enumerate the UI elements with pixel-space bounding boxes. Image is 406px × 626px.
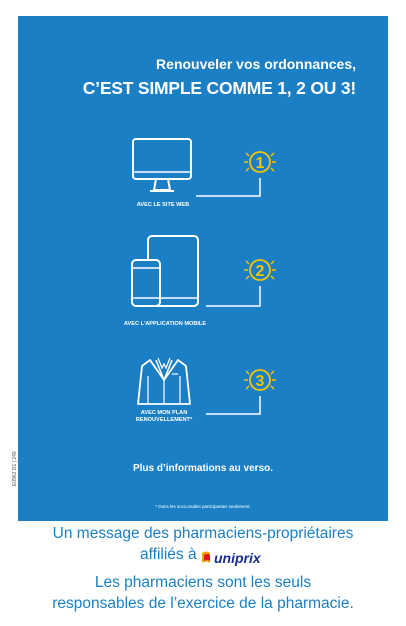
option-2-caption <box>110 321 220 328</box>
badge-3 <box>240 364 280 396</box>
connector-2 <box>204 284 264 308</box>
poster <box>12 16 388 521</box>
mobile-tablet-icon <box>130 234 202 310</box>
message-line1: Un message des pharmaciens-propriétaires <box>52 525 354 542</box>
badge-1 <box>240 146 280 178</box>
connector-3 <box>204 394 264 416</box>
headline-line2: C’EST SIMPLE COMME 1, 2 OU 3! <box>82 78 356 98</box>
responsibility-line1: Les pharmaciens sont les seuls <box>94 574 312 591</box>
badge-1-number: 1 <box>255 155 265 172</box>
uniprix-logo-text: uniprix <box>214 550 261 566</box>
option-3-caption-line2: RENOUVELLEMENT* <box>135 417 193 423</box>
badge-2-number: 2 <box>255 263 265 280</box>
uniprix-logo <box>200 549 284 567</box>
headline-line1: Renouveler vos ordonnances, <box>156 56 356 72</box>
message-line2: affiliés à <box>140 546 197 563</box>
badge-2 <box>240 254 280 286</box>
option-2-caption-line1: AVEC L’APPLICATION MOBILE <box>123 321 207 327</box>
print-code: E0962 D1 | 249 <box>12 451 18 486</box>
responsibility-line2: responsables de l’exercice de la pharmacie. <box>52 595 354 612</box>
footnote: * Dans les succursales participantes seulement. <box>155 504 251 509</box>
pharmacist-coat-icon <box>136 356 192 406</box>
option-1-caption <box>118 202 208 209</box>
option-3-caption-line1: AVEC MON PLAN <box>140 410 188 416</box>
monitor-icon <box>130 136 194 198</box>
badge-3-number: 3 <box>255 373 265 390</box>
connector-1 <box>194 176 264 198</box>
option-1-caption-line1: AVEC LE SITE WEB <box>136 202 190 208</box>
more-info-text: Plus d’informations au verso. <box>132 463 274 474</box>
option-3-caption <box>114 410 214 424</box>
